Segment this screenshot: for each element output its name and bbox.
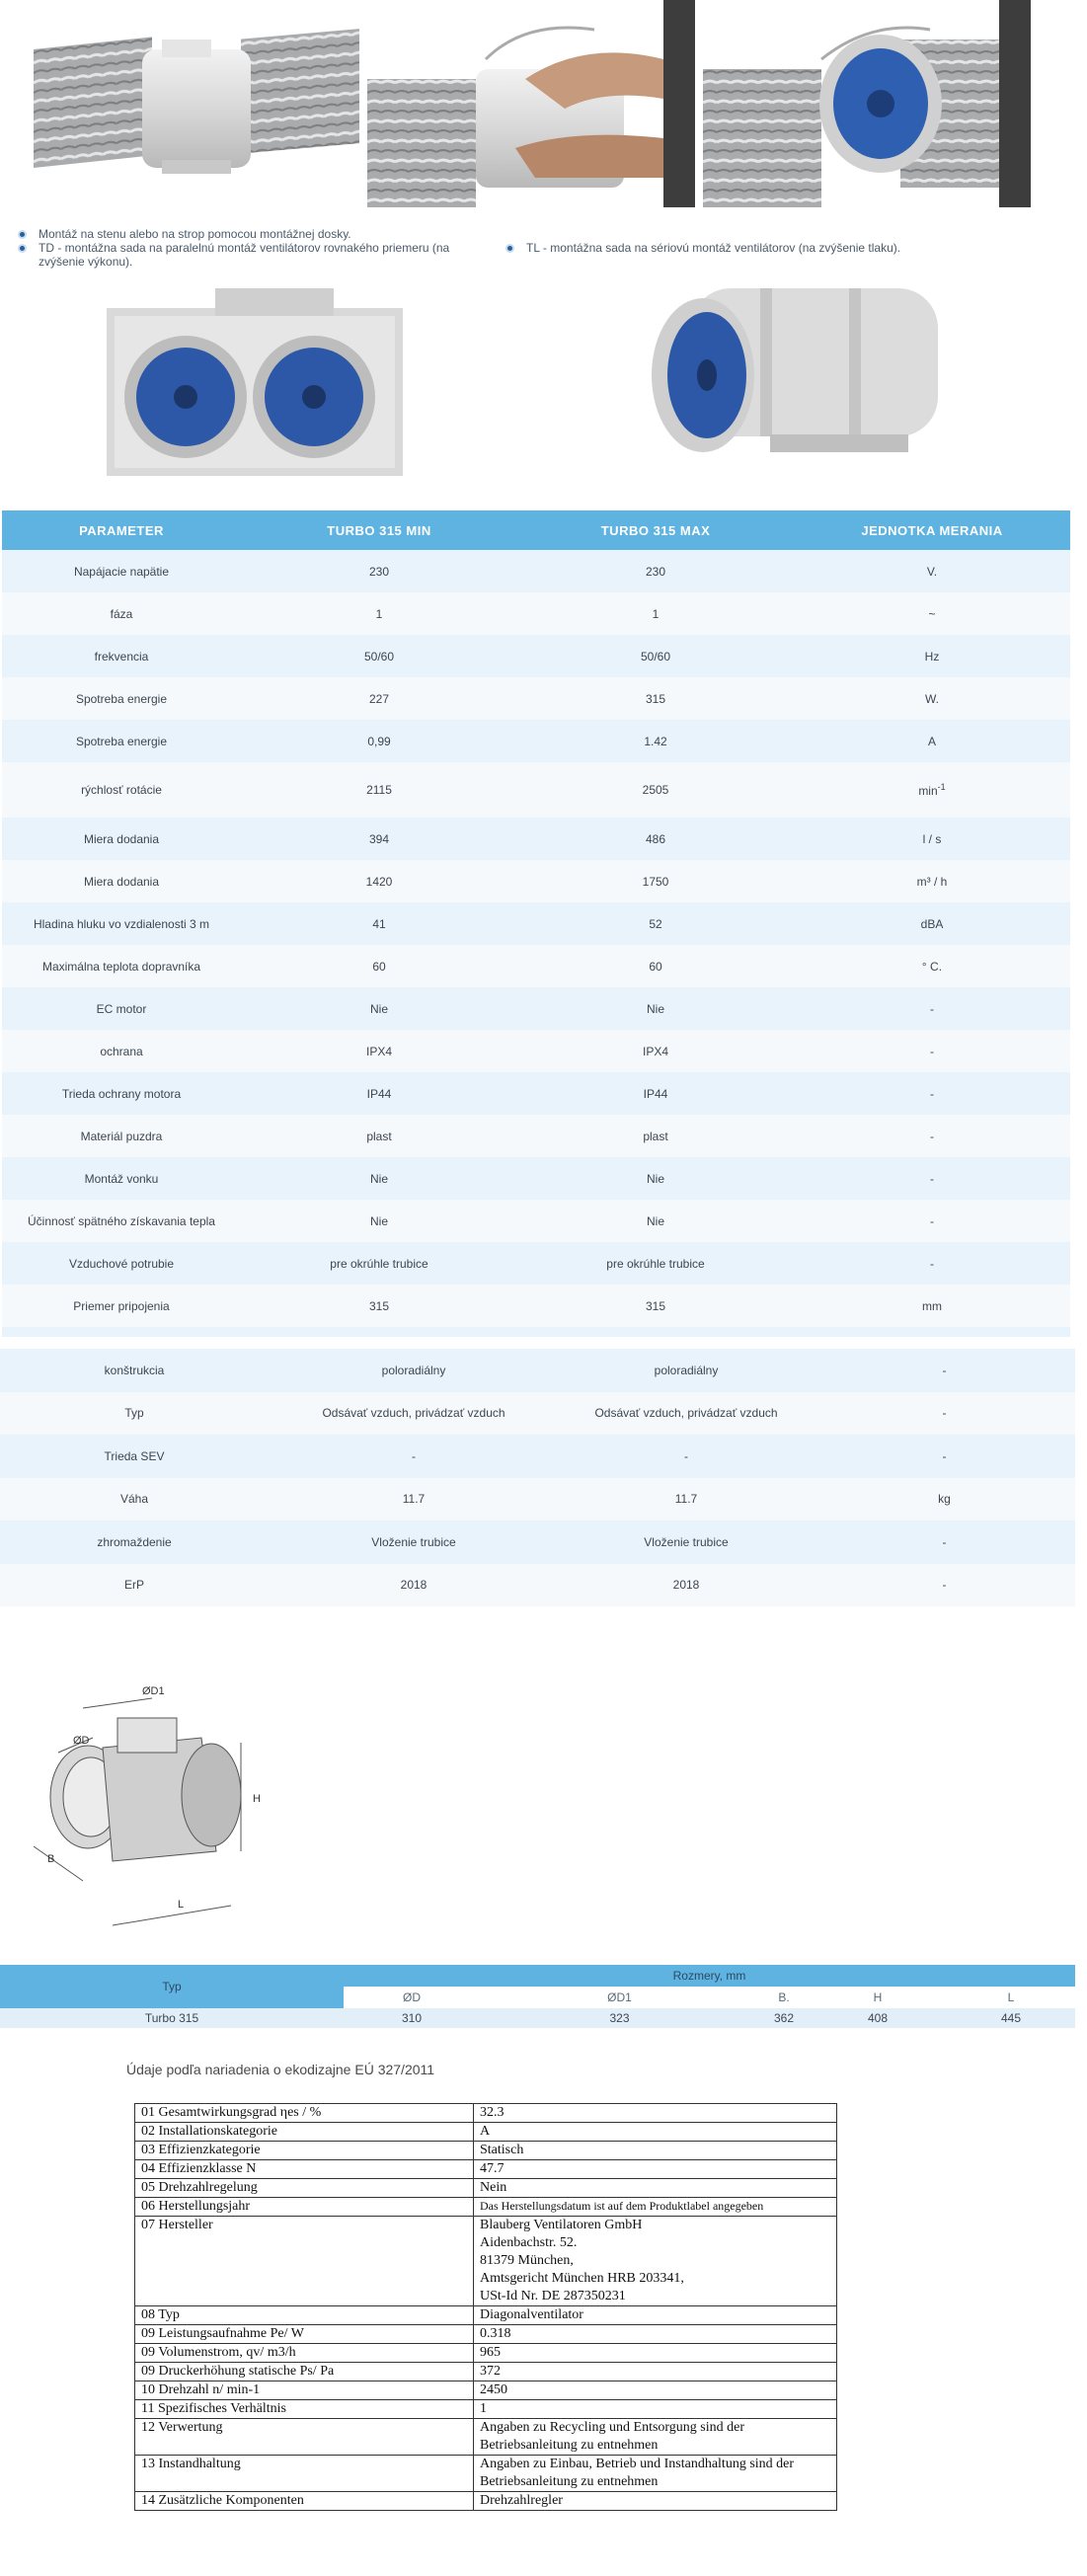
table-row xyxy=(2,592,1070,635)
erp-key: 06 Herstellungsjahr xyxy=(135,2198,474,2217)
erp-key: 01 Gesamtwirkungsgrad ηes / % xyxy=(135,2104,474,2123)
erp-value: 32.3 xyxy=(474,2104,837,2123)
cell: 408 xyxy=(809,2008,947,2028)
cell: 2018 xyxy=(559,1564,814,1607)
table-row xyxy=(2,1200,1070,1242)
cell: 50/60 xyxy=(241,635,517,677)
erp-value: Nein xyxy=(474,2179,837,2198)
erp-row xyxy=(135,2217,837,2306)
dimensions-table xyxy=(0,1965,1075,2028)
cell: 1750 xyxy=(517,860,794,902)
erp-value: Drehzahlregler xyxy=(474,2492,837,2511)
cell: IPX4 xyxy=(517,1030,794,1072)
cell: - xyxy=(814,1521,1075,1564)
cell: poloradiálny xyxy=(269,1349,559,1392)
erp-row xyxy=(135,2381,837,2400)
erp-row xyxy=(135,2344,837,2363)
cell: Montáž vonku xyxy=(2,1157,241,1200)
erp-row xyxy=(135,2325,837,2344)
table-row xyxy=(2,818,1070,860)
erp-value: 372 xyxy=(474,2363,837,2381)
cell: Turbo 315 xyxy=(0,2008,344,2028)
erp-key: 07 Hersteller xyxy=(135,2217,474,2306)
table-row xyxy=(2,902,1070,945)
erp-key: 09 Volumenstrom, qv/ m3/h xyxy=(135,2344,474,2363)
cell: Spotreba energie xyxy=(2,720,241,762)
cell: 60 xyxy=(517,945,794,987)
cell: 315 xyxy=(517,677,794,720)
cell: - xyxy=(814,1392,1075,1436)
cell: 315 xyxy=(517,1285,794,1327)
cell: IP44 xyxy=(517,1072,794,1115)
table-row xyxy=(2,762,1070,818)
table-row xyxy=(2,860,1070,902)
bullet-text: TL - montážna sada na sériovú montáž ventilátorov (na zvýšenie tlaku). xyxy=(526,241,901,255)
cell: pre okrúhle trubice xyxy=(241,1242,517,1285)
cell: dBA xyxy=(794,902,1070,945)
cell: konštrukcia xyxy=(0,1349,269,1392)
column-header: PARAMETER xyxy=(2,510,241,550)
cell: - xyxy=(814,1435,1075,1478)
list-item xyxy=(18,227,351,241)
bullet-icon xyxy=(18,244,27,253)
cell: 52 xyxy=(517,902,794,945)
cell: 60 xyxy=(241,945,517,987)
erp-value: 2450 xyxy=(474,2381,837,2400)
cell: - xyxy=(269,1435,559,1478)
table-row xyxy=(0,1478,1075,1522)
erp-row xyxy=(135,2492,837,2511)
cell: 227 xyxy=(241,677,517,720)
cell: 230 xyxy=(517,550,794,592)
table-row xyxy=(2,677,1070,720)
spec-table xyxy=(2,510,1070,1337)
table-row xyxy=(2,1072,1070,1115)
erp-key: 11 Spezifisches Verhältnis xyxy=(135,2400,474,2419)
cell: Nie xyxy=(241,987,517,1030)
cell: Napájacie napätie xyxy=(2,550,241,592)
cell: Nie xyxy=(517,1157,794,1200)
cell: 1.42 xyxy=(517,720,794,762)
column-header: B. xyxy=(759,1987,809,2008)
table-row xyxy=(0,1435,1075,1478)
cell: Vloženie trubice xyxy=(559,1521,814,1564)
list-item xyxy=(505,241,900,255)
column-header: TURBO 315 MIN xyxy=(241,510,517,550)
list-item xyxy=(18,241,492,269)
photo-fan-insertion xyxy=(703,0,1031,207)
bullet-text: Montáž na stenu alebo na strop pomocou montážnej dosky. xyxy=(39,227,351,241)
table-row xyxy=(0,1521,1075,1564)
table-row xyxy=(2,1242,1070,1285)
cell: Vloženie trubice xyxy=(269,1521,559,1564)
cell: fáza xyxy=(2,592,241,635)
typ-header: Typ xyxy=(0,1965,344,2008)
cell: - xyxy=(794,1115,1070,1157)
cell: ° C. xyxy=(794,945,1070,987)
table-row xyxy=(2,1115,1070,1157)
cell: Váha xyxy=(0,1478,269,1522)
cell: Nie xyxy=(517,1200,794,1242)
cell: - xyxy=(814,1349,1075,1392)
table-row xyxy=(2,1285,1070,1327)
erp-row xyxy=(135,2419,837,2456)
column-header: H xyxy=(809,1987,947,2008)
cell: IP44 xyxy=(241,1072,517,1115)
cell: Trieda ochrany motora xyxy=(2,1072,241,1115)
cell: 323 xyxy=(480,2008,759,2028)
table-spacer xyxy=(2,1327,1070,1337)
cell: Odsávať vzduch, privádzať vzduch xyxy=(269,1392,559,1436)
table-header-row xyxy=(2,510,1070,550)
bullet-icon xyxy=(505,244,514,253)
erp-row xyxy=(135,2198,837,2217)
erp-row xyxy=(135,2306,837,2325)
cell: 310 xyxy=(344,2008,480,2028)
cell: Odsávať vzduch, privádzať vzduch xyxy=(559,1392,814,1436)
cell: 2505 xyxy=(517,762,794,818)
cell: mm xyxy=(794,1285,1070,1327)
erp-row xyxy=(135,2363,837,2381)
erp-row xyxy=(135,2123,837,2142)
dimension-drawing xyxy=(4,1678,280,1945)
erp-key: 12 Verwertung xyxy=(135,2419,474,2456)
erp-key: 03 Effizienzkategorie xyxy=(135,2142,474,2160)
cell: A xyxy=(794,720,1070,762)
cell: 2115 xyxy=(241,762,517,818)
cell: 11.7 xyxy=(559,1478,814,1522)
cell: 486 xyxy=(517,818,794,860)
cell: frekvencia xyxy=(2,635,241,677)
cell: Maximálna teplota dopravníka xyxy=(2,945,241,987)
erp-key: 04 Effizienzklasse N xyxy=(135,2160,474,2179)
erp-value: Statisch xyxy=(474,2142,837,2160)
cell: 50/60 xyxy=(517,635,794,677)
cell: 1 xyxy=(241,592,517,635)
table-row xyxy=(2,945,1070,987)
erp-value: Angaben zu Einbau, Betrieb und Instandhaltung sind der Betriebsanleitung zu entnehmen xyxy=(474,2456,837,2492)
cell: - xyxy=(794,1200,1070,1242)
cell: - xyxy=(794,1030,1070,1072)
column-header: ØD1 xyxy=(480,1987,759,2008)
label-d: ØD xyxy=(73,1735,90,1747)
cell: V. xyxy=(794,550,1070,592)
cell: 41 xyxy=(241,902,517,945)
table-row xyxy=(2,987,1070,1030)
cell: 315 xyxy=(241,1285,517,1327)
cell: Účinnosť spätného získavania tepla xyxy=(2,1200,241,1242)
cell: 0,99 xyxy=(241,720,517,762)
erp-row xyxy=(135,2104,837,2123)
cell: poloradiálny xyxy=(559,1349,814,1392)
erp-key: 14 Zusätzliche Komponenten xyxy=(135,2492,474,2511)
cell: l / s xyxy=(794,818,1070,860)
erp-key: 10 Drehzahl n/ min-1 xyxy=(135,2381,474,2400)
cell: Priemer pripojenia xyxy=(2,1285,241,1327)
column-header: TURBO 315 MAX xyxy=(517,510,794,550)
cell: IPX4 xyxy=(241,1030,517,1072)
cell: 11.7 xyxy=(269,1478,559,1522)
erp-row xyxy=(135,2142,837,2160)
cell: kg xyxy=(814,1478,1075,1522)
table-row xyxy=(0,1564,1075,1607)
cell: m³ / h xyxy=(794,860,1070,902)
cell: 230 xyxy=(241,550,517,592)
unit-superscript: -1 xyxy=(937,782,946,792)
table-row xyxy=(2,1157,1070,1200)
cell: Hz xyxy=(794,635,1070,677)
erp-value: 965 xyxy=(474,2344,837,2363)
cell: Miera dodania xyxy=(2,818,241,860)
cell: Vzduchové potrubie xyxy=(2,1242,241,1285)
table-row xyxy=(2,720,1070,762)
erp-table xyxy=(134,2103,837,2511)
spacer-cell xyxy=(2,1327,1070,1337)
table-row xyxy=(2,550,1070,592)
cell: - xyxy=(794,1242,1070,1285)
cell: - xyxy=(559,1435,814,1478)
bullet-icon xyxy=(18,230,27,239)
cell: Miera dodania xyxy=(2,860,241,902)
cell: 1 xyxy=(517,592,794,635)
erp-title: Údaje podľa nariadenia o ekodizajne EÚ 327/2011 xyxy=(126,2062,435,2077)
erp-key: 13 Instandhaltung xyxy=(135,2456,474,2492)
cell: Typ xyxy=(0,1392,269,1436)
cell: W. xyxy=(794,677,1070,720)
table-row xyxy=(2,635,1070,677)
cell: Hladina hluku vo vzdialenosti 3 m xyxy=(2,902,241,945)
cell: $\min^{-1}$ xyxy=(794,762,1070,818)
cell: 394 xyxy=(241,818,517,860)
label-b: B xyxy=(47,1853,55,1865)
erp-value: 0.318 xyxy=(474,2325,837,2344)
erp-value: Diagonalventilator xyxy=(474,2306,837,2325)
cell: Trieda SEV xyxy=(0,1435,269,1478)
table-row xyxy=(0,1349,1075,1392)
cell: Nie xyxy=(517,987,794,1030)
spec-table-continued xyxy=(0,1349,1075,1606)
cell: 2018 xyxy=(269,1564,559,1607)
cell: zhromaždenie xyxy=(0,1521,269,1564)
cell: 445 xyxy=(947,2008,1075,2028)
cell: - xyxy=(794,1157,1070,1200)
erp-key: 05 Drehzahlregelung xyxy=(135,2179,474,2198)
erp-value: Das Herstellungsdatum ist auf dem Produktlabel angegeben xyxy=(474,2198,837,2217)
erp-value: Blauberg Ventilatoren GmbH Aidenbachstr. 52. 81379 München, Amtsgericht München HRB 203341, USt-Id Nr. DE 287350231 xyxy=(474,2217,837,2306)
cell: - xyxy=(794,987,1070,1030)
erp-key: 02 Installationskategorie xyxy=(135,2123,474,2142)
erp-key: 09 Druckerhöhung statische Ps/ Pa xyxy=(135,2363,474,2381)
erp-value: A xyxy=(474,2123,837,2142)
cell: 1420 xyxy=(241,860,517,902)
table-row xyxy=(0,1392,1075,1436)
erp-row xyxy=(135,2179,837,2198)
erp-row xyxy=(135,2160,837,2179)
cell: 362 xyxy=(759,2008,809,2028)
cell: plast xyxy=(517,1115,794,1157)
photo-installation-hands xyxy=(367,0,695,207)
cell: ochrana xyxy=(2,1030,241,1072)
erp-row xyxy=(135,2400,837,2419)
cell: - xyxy=(794,1072,1070,1115)
cell: Nie xyxy=(241,1157,517,1200)
cell: Materiál puzdra xyxy=(2,1115,241,1157)
label-h: H xyxy=(253,1793,261,1805)
bullet-text: TD - montážna sada na paralelnú montáž ventilátorov rovnakého priemeru (na zvýšenie výkonu). xyxy=(39,241,450,269)
erp-value: 47.7 xyxy=(474,2160,837,2179)
cell: plast xyxy=(241,1115,517,1157)
cell: pre okrúhle trubice xyxy=(517,1242,794,1285)
cell: ~ xyxy=(794,592,1070,635)
column-header: ØD xyxy=(344,1987,480,2008)
cell: rýchlosť rotácie xyxy=(2,762,241,818)
cell: Nie xyxy=(241,1200,517,1242)
erp-row xyxy=(135,2456,837,2492)
cell: - xyxy=(814,1564,1075,1607)
column-header: L xyxy=(947,1987,1075,2008)
photo-td-parallel-kit xyxy=(107,288,415,486)
photo-duct-fan xyxy=(34,0,359,207)
erp-key: 09 Leistungsaufnahme Pe/ W xyxy=(135,2325,474,2344)
erp-value: 1 xyxy=(474,2400,837,2419)
label-d1: ØD1 xyxy=(142,1685,165,1697)
group-header: Rozmery, mm xyxy=(344,1965,1075,1987)
erp-key: 08 Typ xyxy=(135,2306,474,2325)
cell: ErP xyxy=(0,1564,269,1607)
label-l: L xyxy=(178,1899,185,1911)
erp-value: Angaben zu Recycling und Entsorgung sind der Betriebsanleitung zu entnehmen xyxy=(474,2419,837,2456)
cell: EC motor xyxy=(2,987,241,1030)
column-header: JEDNOTKA MERANIA xyxy=(794,510,1070,550)
table-row xyxy=(2,1030,1070,1072)
table-header-row xyxy=(0,1965,1075,1987)
photo-tl-series-kit xyxy=(642,278,958,468)
cell: Spotreba energie xyxy=(2,677,241,720)
table-row xyxy=(0,2008,1075,2028)
